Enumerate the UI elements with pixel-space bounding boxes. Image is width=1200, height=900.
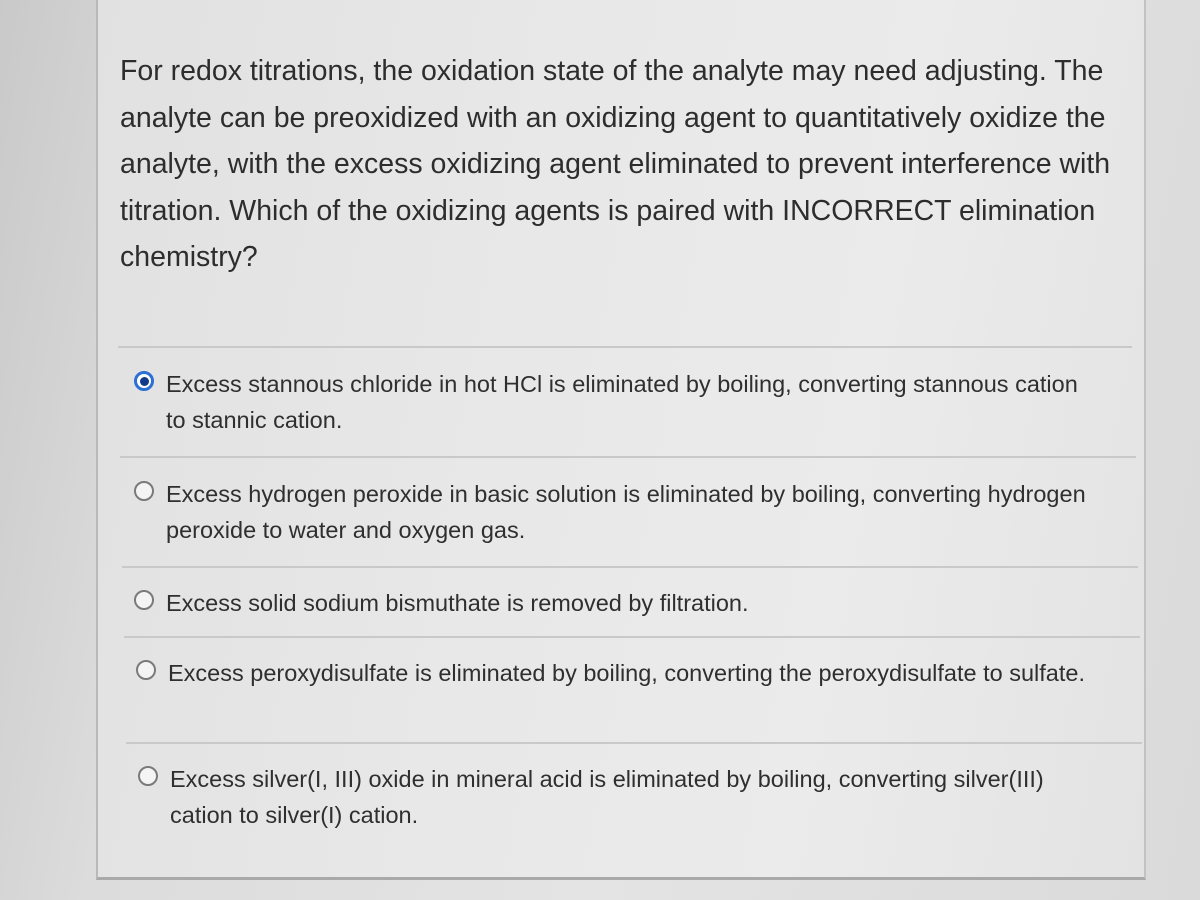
radio-button-selected[interactable] (134, 371, 154, 391)
answer-option-label: Excess peroxydisulfate is eliminated by boiling, converting the peroxydisulfate to sulfate. (168, 660, 1085, 686)
answer-option[interactable] (134, 585, 1096, 621)
answer-option-label: Excess silver(I, III) oxide in mineral acid is eliminated by boiling, converting silver(III) cation to silver(I) cation. (170, 766, 1044, 828)
answer-option[interactable] (136, 655, 1098, 691)
answer-option[interactable] (134, 366, 1096, 438)
answer-option[interactable] (134, 476, 1096, 548)
question-text: For redox titrations, the oxidation state of the analyte may need adjusting. The analyte can be preoxidized with an oxidizing agent to quantitatively oxidize the analyte, with the excess oxidizing agent eliminated to prevent interference with titration. Which of the oxidizing agents is paired with INCORRECT elimination chemistry? (120, 55, 1111, 273)
radio-button[interactable] (138, 766, 158, 786)
answer-option-label: Excess hydrogen peroxide in basic solution is eliminated by boiling, converting hydrogen peroxide to water and oxygen gas. (166, 481, 1086, 543)
divider (122, 566, 1138, 568)
question-panel (96, 0, 1146, 880)
divider (124, 636, 1140, 638)
answer-option-label: Excess solid sodium bismuthate is removed by filtration. (166, 590, 749, 616)
radio-button[interactable] (134, 481, 154, 501)
radio-button[interactable] (136, 660, 156, 680)
divider (126, 742, 1142, 744)
radio-button[interactable] (134, 590, 154, 610)
answer-option-label: Excess stannous chloride in hot HCl is eliminated by boiling, converting stannous cation to stannic cation. (166, 371, 1078, 433)
answer-option[interactable] (138, 761, 1100, 833)
divider (120, 456, 1136, 458)
divider (118, 346, 1132, 348)
